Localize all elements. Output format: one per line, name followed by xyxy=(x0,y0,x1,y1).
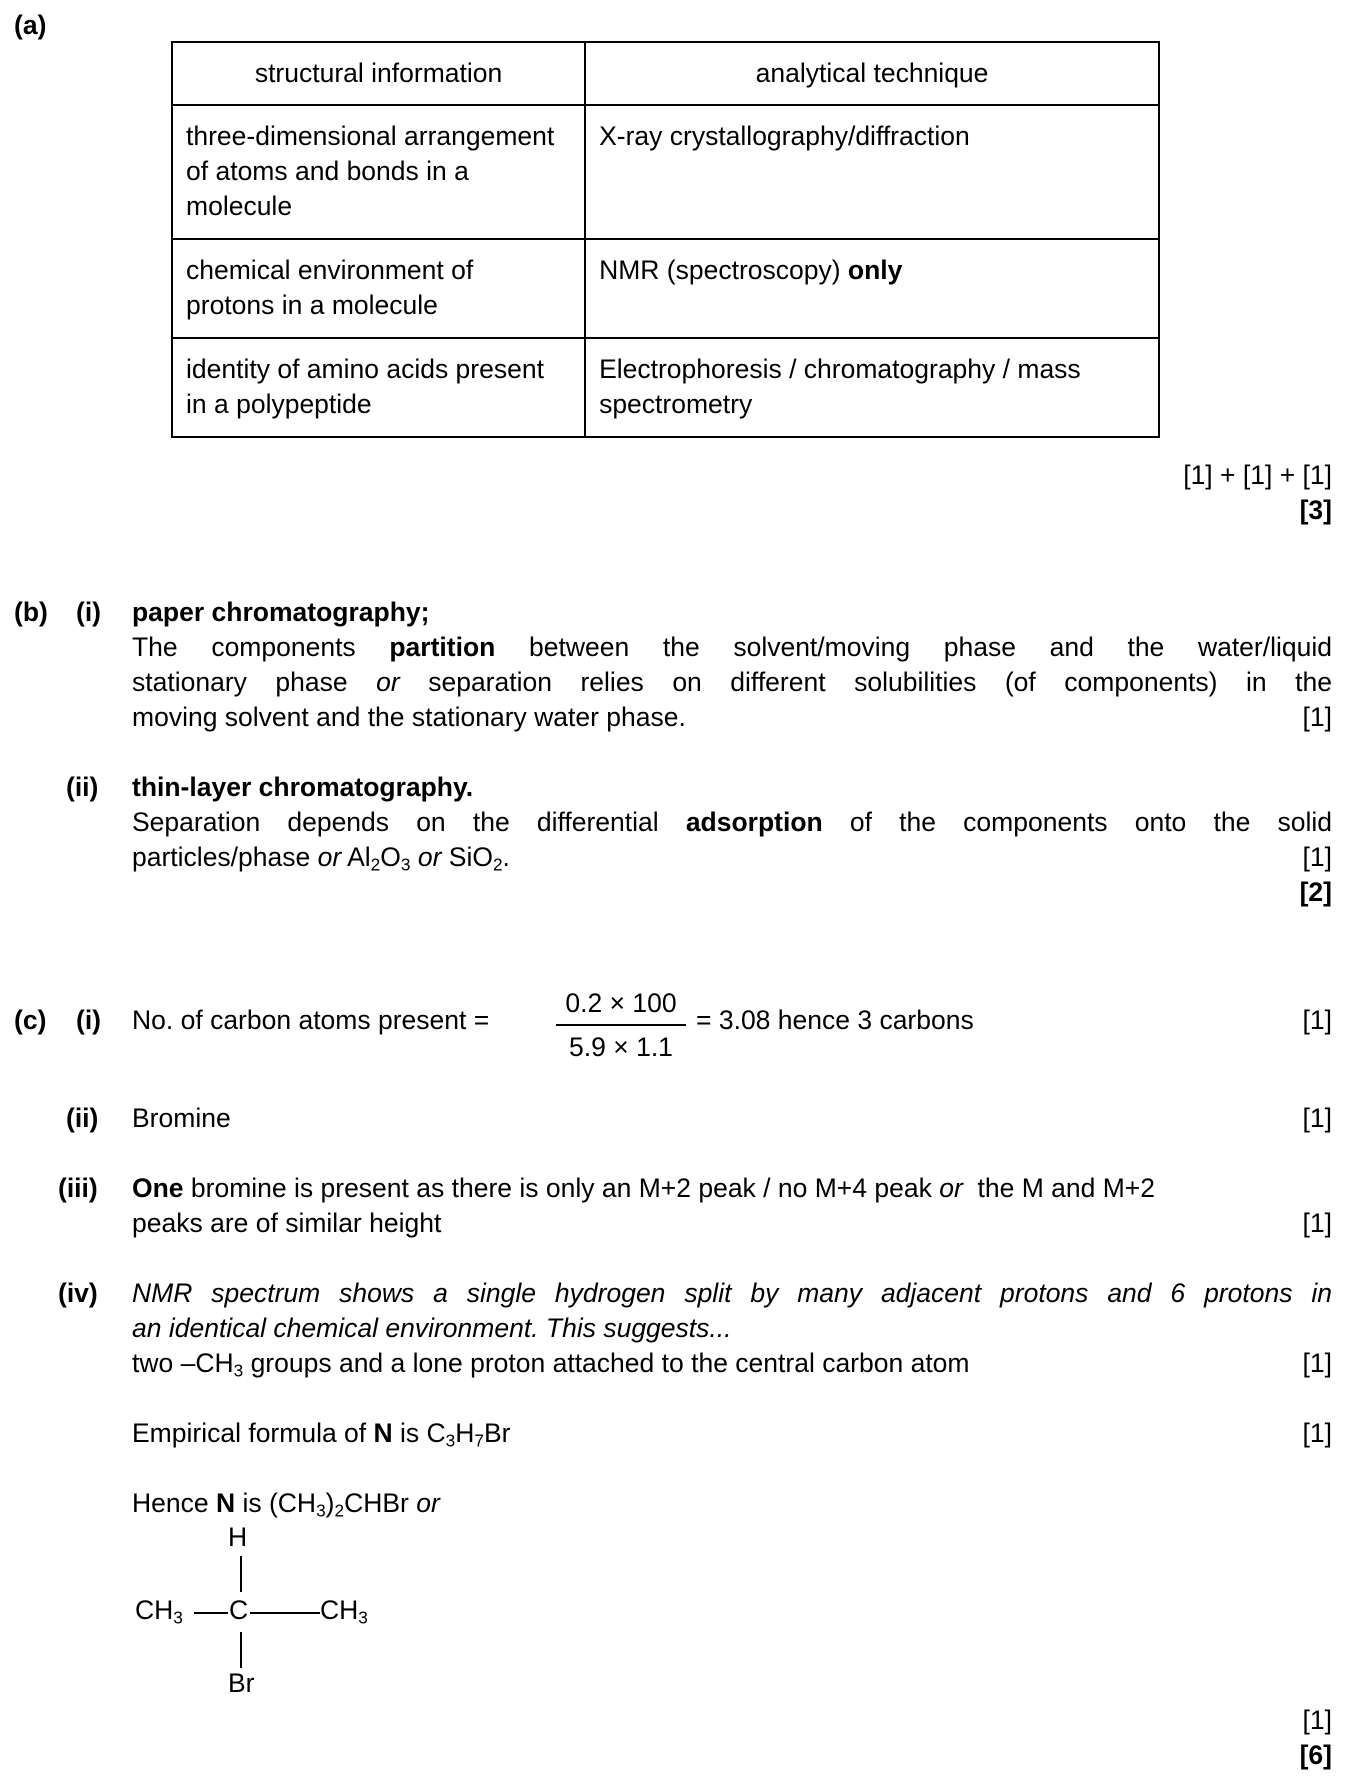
partition-emphasis: partition xyxy=(389,632,496,662)
subscript: 3 xyxy=(316,1500,326,1521)
part-b-i-mark: [1] xyxy=(1302,702,1332,732)
part-c-iii-label: (iii) xyxy=(58,1173,98,1203)
atom-h: H xyxy=(228,1522,248,1552)
row-technique-emphasis: only xyxy=(847,255,903,285)
part-c-i-text: No. of carbon atoms present = xyxy=(132,1005,490,1035)
part-b-i-line1 xyxy=(132,630,1332,665)
subscript: 3 xyxy=(400,854,411,875)
subscript: 2 xyxy=(370,854,381,875)
header-analytical-technique: analytical technique xyxy=(585,42,1159,105)
subscript: 3 xyxy=(358,1607,368,1628)
text: ) xyxy=(325,1488,335,1518)
bond-c-br xyxy=(240,1632,242,1668)
table-row xyxy=(172,105,1159,239)
subscript: 3 xyxy=(233,1360,244,1381)
text: particles/phase xyxy=(132,842,318,872)
part-c-iv-mark-1: [1] xyxy=(1302,1348,1332,1378)
or-text: or xyxy=(416,1488,440,1518)
part-c-iv-italic-line2: an identical chemical environment. This suggests... xyxy=(132,1313,732,1343)
text: between the solvent/moving phase and the water/liquid xyxy=(495,632,1332,662)
table-row xyxy=(172,338,1159,437)
group-ch3-right xyxy=(320,1593,368,1628)
row-info: three-dimensional arrangement of atoms and bonds in a molecule xyxy=(172,105,585,239)
subscript: 2 xyxy=(492,854,503,875)
carbon-fraction xyxy=(556,986,686,1065)
compound-n: N xyxy=(215,1488,236,1518)
part-b-label: (b) xyxy=(14,597,48,627)
part-c-i-result: = 3.08 hence 3 carbons xyxy=(696,1005,974,1035)
part-c-total: [6] xyxy=(1299,1740,1332,1770)
part-c-i-mark: [1] xyxy=(1302,1005,1332,1035)
subscript: 7 xyxy=(474,1430,484,1451)
row-technique xyxy=(585,338,1159,437)
bond-c-h xyxy=(240,1556,242,1592)
text: CH xyxy=(320,1595,359,1625)
text: Empirical formula of xyxy=(132,1418,374,1448)
text: is C xyxy=(392,1418,446,1448)
row-technique xyxy=(585,239,1159,338)
part-c-iv-label: (iv) xyxy=(58,1278,98,1308)
text: CH xyxy=(135,1595,174,1625)
text: groups and a lone proton attached to the central carbon atom xyxy=(243,1348,970,1378)
hence-line xyxy=(132,1486,440,1521)
part-c-iv-line3 xyxy=(132,1346,970,1381)
text: is (CH xyxy=(235,1488,317,1518)
table-header-row xyxy=(172,42,1159,105)
fraction-bar xyxy=(556,1024,686,1026)
or-text: or xyxy=(317,842,342,872)
part-b-ii-heading: thin-layer chromatography. xyxy=(132,772,474,802)
text: Hence xyxy=(132,1488,216,1518)
part-b-i-line2 xyxy=(132,665,1332,700)
adsorption-emphasis: adsorption xyxy=(685,807,823,837)
bond-c-ch3-left xyxy=(194,1612,228,1614)
row-technique-text: X-ray crystallography/diffraction xyxy=(599,121,970,151)
part-a-marks-breakdown: [1] + [1] + [1] xyxy=(1183,460,1332,490)
text: Separation depends on the differential xyxy=(132,807,686,837)
text: bromine is present as there is only an M+2 peak / no M+4 peak xyxy=(183,1173,940,1203)
row-technique-text: Electrophoresis / chromatography / mass spectrometry xyxy=(599,354,1081,419)
row-info: chemical environment of protons in a molecule xyxy=(172,239,585,338)
formula-o: O xyxy=(380,842,401,872)
part-c-iii-mark: [1] xyxy=(1302,1208,1332,1238)
atom-br: Br xyxy=(228,1668,255,1698)
bond-c-ch3-right xyxy=(250,1612,320,1614)
part-b-ii-line2 xyxy=(132,840,510,875)
part-c-label: (c) xyxy=(14,1005,47,1035)
part-a-total: [3] xyxy=(1299,495,1332,525)
fraction-numerator: 0.2 × 100 xyxy=(565,988,677,1018)
technique-table xyxy=(171,41,1160,438)
part-c-iv-italic-line1: NMR spectrum shows a single hydrogen split by many adjacent protons and 6 protons in xyxy=(132,1278,1332,1308)
part-c-iii-line2: peaks are of similar height xyxy=(132,1208,442,1238)
subscript: 3 xyxy=(445,1430,456,1451)
atom-c: C xyxy=(229,1595,249,1625)
group-ch3-left xyxy=(135,1593,183,1628)
text: CHBr xyxy=(344,1488,417,1518)
table-row xyxy=(172,239,1159,338)
part-c-iii-line1 xyxy=(132,1171,1155,1206)
text: of the components onto the solid xyxy=(822,807,1332,837)
part-b-i-label: (i) xyxy=(76,597,102,627)
part-c-i-label: (i) xyxy=(76,1005,102,1035)
part-b-i-line3: moving solvent and the stationary water phase. xyxy=(132,702,686,732)
text: separation relies on different solubilities (of components) in the xyxy=(399,667,1332,697)
part-b-ii-mark: [1] xyxy=(1302,842,1332,872)
or-text: or xyxy=(376,667,400,697)
part-b-ii-label: (ii) xyxy=(66,772,99,802)
part-c-ii-mark: [1] xyxy=(1302,1103,1332,1133)
part-b-i-heading: paper chromatography; xyxy=(132,597,430,627)
formula-al: Al xyxy=(347,842,371,872)
subscript: 2 xyxy=(334,1500,345,1521)
text: The components xyxy=(132,632,390,662)
part-c-ii-text: Bromine xyxy=(132,1103,231,1133)
part-b-total: [2] xyxy=(1299,877,1332,907)
or-text: or xyxy=(417,842,442,872)
part-a-label: (a) xyxy=(14,10,47,40)
compound-n: N xyxy=(373,1418,393,1448)
formula-sio: SiO xyxy=(448,842,493,872)
empirical-formula-line xyxy=(132,1416,510,1451)
subscript: 3 xyxy=(173,1607,183,1628)
text: Br xyxy=(483,1418,511,1448)
or-text: or xyxy=(939,1173,963,1203)
text: . xyxy=(502,842,510,872)
fraction-denominator: 5.9 × 1.1 xyxy=(569,1032,673,1062)
row-technique xyxy=(585,105,1159,239)
one-emphasis: One xyxy=(132,1173,184,1203)
header-structural-information: structural information xyxy=(172,42,585,105)
part-c-iv-mark-2: [1] xyxy=(1302,1418,1332,1448)
part-c-iv-mark-3: [1] xyxy=(1302,1705,1332,1735)
text: H xyxy=(455,1418,475,1448)
text: two –CH xyxy=(132,1348,234,1378)
text: stationary phase xyxy=(132,667,377,697)
part-b-ii-line1 xyxy=(132,805,1332,840)
text: the M and M+2 xyxy=(962,1173,1156,1203)
row-technique-text: NMR (spectroscopy) xyxy=(599,255,848,285)
part-c-ii-label: (ii) xyxy=(66,1103,99,1133)
row-info: identity of amino acids present in a polypeptide xyxy=(172,338,585,437)
